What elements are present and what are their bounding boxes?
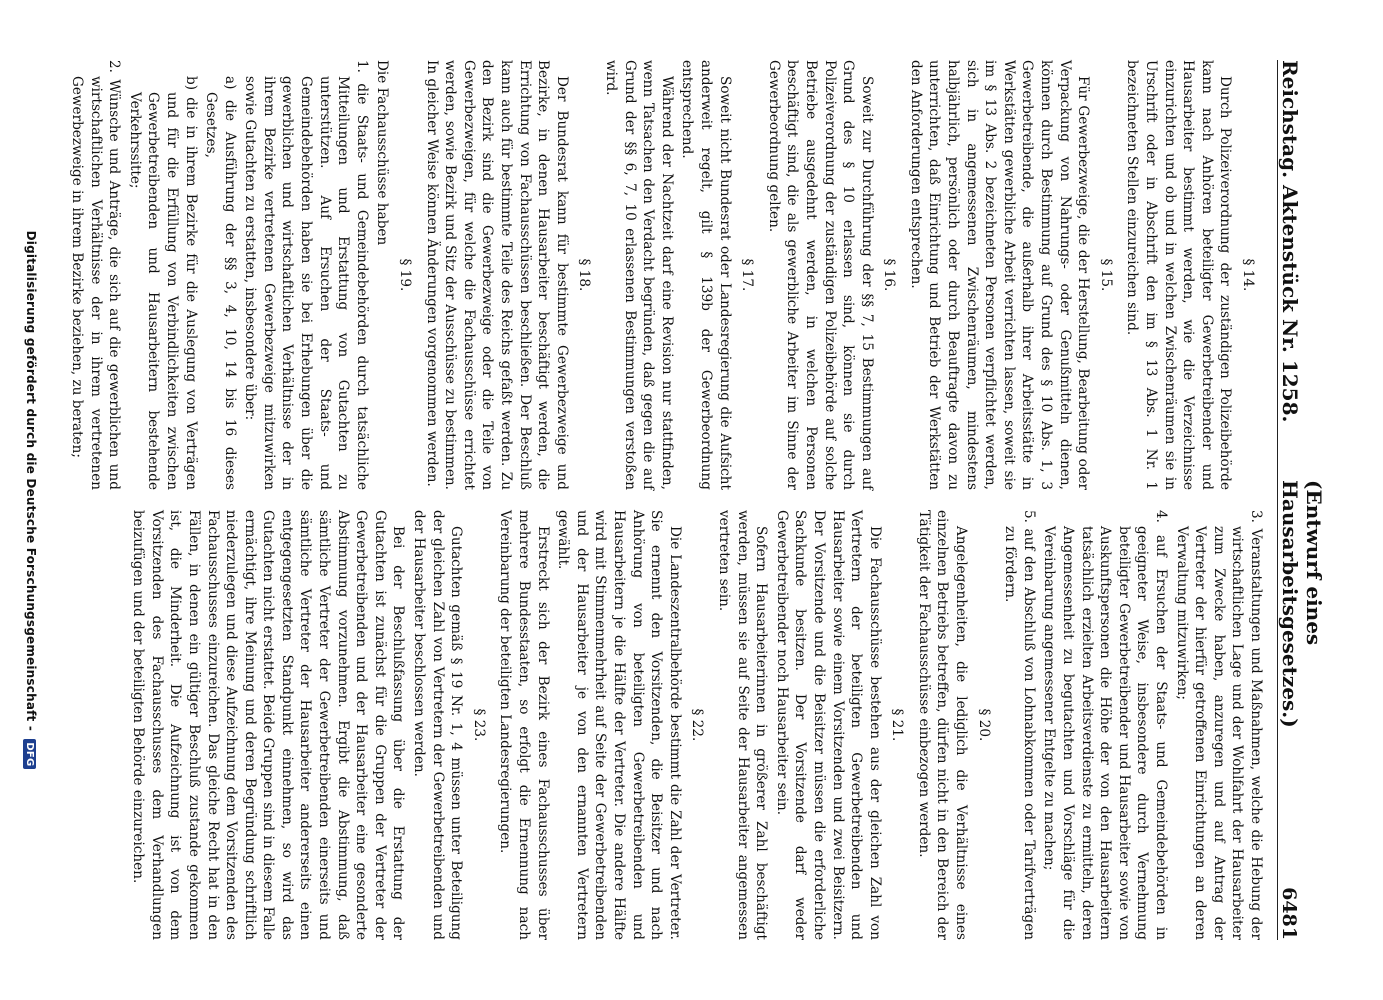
section-title: § 16. <box>881 258 898 292</box>
header-subtitle: (Entwurf eines Hausarbeitsgesetzes.) <box>1278 480 1326 728</box>
section-title: § 15. <box>1097 258 1114 292</box>
section-title: § 22. <box>689 708 706 742</box>
paragraph: Für Gewerbezweige, die der Herstellung, Bearbeitung oder Verpackung von Nahrungs- oder Genußmitteln dienen, können durch Bestimmung auf Grund des § 10 Abs. 1, 3 Gewerbetreibende, die außerhalb ihrer Arbeitsstätte in Werkstätten gewerbliche Arbeit verrichten lassen, soweit sie im § 13 Abs. 2 bezeichneten Personen verpflichtet werden, sich in angemessenen Zwischenräumen, mindestens halbjährlich, persönlich oder durch Beauftragte davon zu unterrichten, daß Einrichtung und Betrieb der Werkstätten den Anforderungen entsprechen. <box>907 60 1092 490</box>
header-title: Reichstag. Aktenstück Nr. 1258. <box>1278 60 1302 423</box>
list-item: 1. die Staats- und Gemeindebehörden durch tatsächliche Mitteilungen und Erstattung von Gutachten zu unterstützen. Auf Ersuchen der Staats- und Gemeindebehörden haben sie bei Erhebungen über die gewerblichen und wirtschaftlichen Verhältnisse der in ihrem Bezirke vertretenen Gewerbezweige mitzuwirken sowie Gutachten zu erstatten, insbesondere über: <box>242 60 370 490</box>
dfg-logo: DFG <box>23 739 36 769</box>
left-column <box>65 60 1265 490</box>
list-item: 3. Veranstaltungen und Maßnahmen, welche die Hebung der wirtschaftlichen Lage und der Wohlfahrt der Hausarbeiter zum Zwecke haben, anzuregen und auf Antrag der Vertreter der hierfür getroffenen Einrichtungen an deren Verwaltung mitzuwirken; <box>1173 510 1264 940</box>
paragraph: Die Fachausschüsse bestehen aus der gleichen Zahl von Vertretern der beteiligten Gewerbetreibenden und Hausarbeiter sowie einem Vorsitzenden und zwei Beisitzern. Der Vorsitzende und die Beisitzer müssen die erforderliche Sachkunde besitzen. Der Vorsitzende darf weder Gewerbetreibender noch Hausarbeiter sein. <box>773 510 883 940</box>
paragraph: Bei der Beschlußfassung über die Erstattung der Gutachten ist zunächst für die Gruppen der Vertreter der Gewerbetreibenden und der Hausarbeiter eine gesonderte Abstimmung vorzunehmen. Ergibt die Abstimmung, daß sämtliche Vertreter der Gewerbetreibenden einerseits und sämtliche Vertreter der Hausarbeiter andererseits einen entgegengesetzten Standpunkt einnehmen, so wird das Gutachten nicht erstattet. Beide Gruppen sind in diesem Falle ermächtigt, ihre Meinung und deren Begründung schriftlich niederzulegen und diese Aufzeichnung dem Vorsitzenden des Fachausschusses einzureichen. Das gleiche Recht hat in den Fällen, in denen ein gültiger Beschluß zustande gekommen ist, die Minderheit. Die Aufzeichnung ist von dem Vorsitzenden des Fachausschusses dem Verhandlungen beizufügen und der beteiligten Behörde einzureichen. <box>130 510 407 940</box>
paragraph: Soweit zur Durchführung der §§ 7, 15 Bestimmungen auf Grund des § 10 erlassen sind, können sie durch Polizeiverordnung der zuständigen Polizeibehörde auf solche Betriebe ausgedehnt werden, in welchen Personen beschäftigt sind, die als gewerbliche Arbeiter im Sinne der Gewerbeordnung gelten. <box>765 60 875 490</box>
paragraph: Die Fachausschüsse haben <box>374 60 391 246</box>
list-item: 2. Wünsche und Anträge, die sich auf die gewerblichen und wirtschaftlichen Verhältnisse der in ihrem vertretenen Gewerbezweige in ihrem Bezirke beziehen, zu beraten; <box>68 60 123 490</box>
page-number: 6481 <box>1278 887 1300 940</box>
paragraph: Während der Nachtzeit darf eine Revision nur stattfinden, wenn Tatsachen den Verdacht begründen, daß gegen die auf Grund der §§ 6, 7, 10 erlassenen Bestimmungen verstoßen wird. <box>603 60 675 490</box>
page-header <box>1277 60 1326 940</box>
list-item: 5. auf den Abschluß von Lohnabkommen oder Tarifverträgen zu fördern. <box>1002 510 1037 940</box>
paragraph: Die Landeszentralbehörde bestimmt die Zahl der Vertreter. Sie ernennt den Vorsitzenden, die Beisitzer und nach Anhörung von beteiligten Gewerbetreibenden und Hausarbeitern je die Hälfte der Vertreter. Die andere Hälfte wird mit Stimmenmehrheit auf Seite der Gewerbetreibenden und der Hausarbeiter je von den ernannten Vertretern gewählt. <box>555 510 683 940</box>
section-title: § 20. <box>975 708 992 742</box>
list-subitem: a) die Ausführung der §§ 3, 4, 10, 14 bis 16 dieses Gesetzes, <box>203 76 238 490</box>
footer-text: Digitalisierung gefördert durch die Deutsche Forschungsgemeinschaft - <box>24 230 38 732</box>
section-title: § 23. <box>470 708 487 742</box>
paragraph: Soweit nicht Bundesrat oder Landesregierung die Aufsicht anderweit regelt, gilt § 139b der Gewerbeordnung entsprechend. <box>679 60 733 490</box>
section-title: § 14. <box>1240 258 1256 292</box>
section-title: § 21. <box>889 708 906 742</box>
paragraph: Erstreckt sich der Bezirk eines Fachausschusses über mehrere Bundesstaaten, so erfolgt die Ernennung nach Vereinbarung der beteiligten Landesregierungen. <box>497 510 551 940</box>
digitization-footer <box>23 0 38 1000</box>
list-item: 4. auf Ersuchen der Staats- und Gemeindebehörden in geeigneter Weise, insbesondere durch Vernehmung beteiligter Gewerbetreibender und Hausarbeiter sowie von Auskunftspersonen die Höhe der von den Hausarbeitern tatsächlich erzielten Arbeitsverdienste zu ermitteln, deren Angemessenheit zu begutachten und Vorschläge für die Vereinbarung angemessener Entgelte zu machen; <box>1041 510 1170 940</box>
paragraph: Der Bundesrat kann für bestimmte Gewerbezweige und Bezirke, in denen Hausarbeiter beschäftigt werden, die Errichtung von Fachausschüssen beschließen. Der Beschluß kann auch für bestimmte Teile des Reichs gefaßt werden. Zu den Bezirk sind die Gewerbezweige oder die Teile von Gewerbezweigen, für welche die Fachausschüsse errichtet werden, sowie Bezirk und Sitz der Ausschüsse zu bestimmen. In gleicher Weise können Änderungen vorgenommen werden. <box>423 60 570 490</box>
paragraph: Durch Polizeiverordnung der zuständigen Polizeibehörde kann nach Anhören beteiligter Gewerbetreibender und Hausarbeiter bestimmt werden, wie die Verzeichnisse einzurichten und ob und in welchen Zwischenräumen sie in Urschrift oder in Abschrift den im § 13 Abs. 1 Nr. 1 bezeichneten Stellen einzureichen sind. <box>1124 60 1234 490</box>
section-title: § 19. <box>397 258 414 292</box>
section-title: § 17. <box>739 258 756 292</box>
list-subitem: b) die in ihrem Bezirke für die Auslegung von Verträgen und für die Erfüllung von Verbindlichkeiten zwischen Gewerbetreibenden und Hausarbeitern bestehende Verkehrssitte; <box>126 76 199 490</box>
section-title: § 18. <box>576 258 593 292</box>
right-column <box>127 510 1265 940</box>
paragraph: Angelegenheiten, die lediglich die Verhältnisse eines einzelnen Betriebs betreffen, dürfen nicht in den Bereich der Tätigkeit der Fachausschüsse einbezogen werden. <box>915 510 970 940</box>
paragraph: Sofern Hausarbeiterinnen in größerer Zahl beschäftigt werden, müssen sie auf Seite der Hausarbeiter angemessen vertreten sein. <box>715 510 770 940</box>
paragraph: Gutachten gemäß § 19 Nr. 1, 4 müssen unter Beteiligung der gleichen Zahl von Vertretern der Gewerbetreibenden und der Hausarbeiter beschlossen werden. <box>411 510 465 940</box>
